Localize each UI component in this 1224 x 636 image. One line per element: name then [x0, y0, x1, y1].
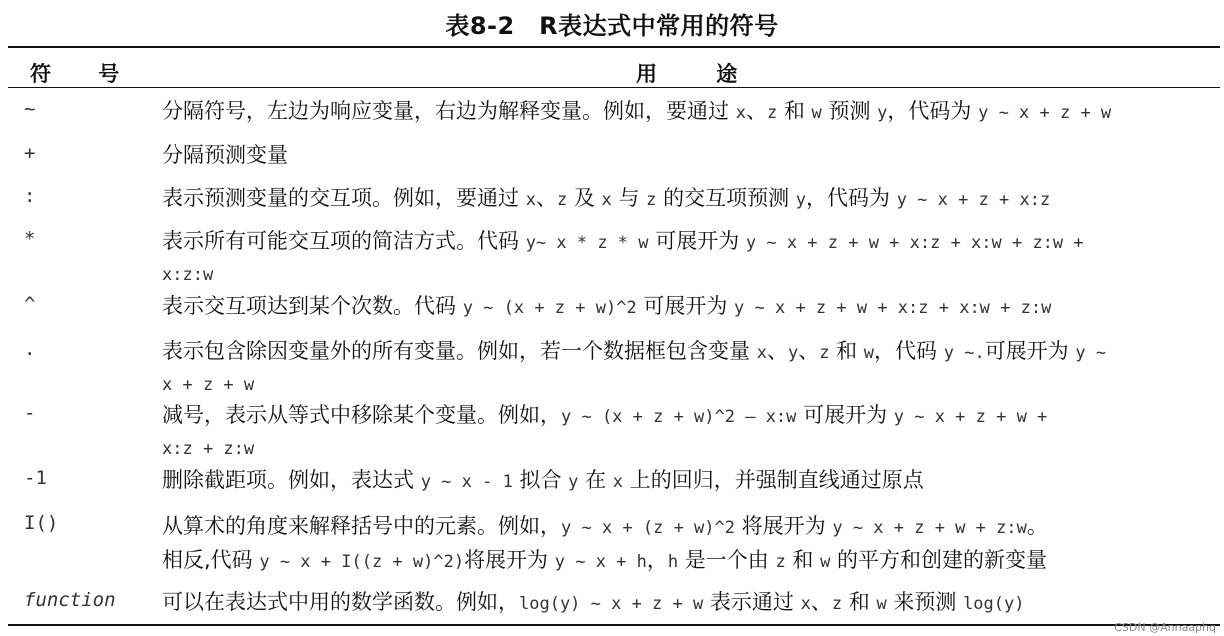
row-symbol: - [24, 402, 36, 424]
row-symbol: -1 [24, 467, 47, 489]
row-symbol: + [24, 142, 36, 164]
row-symbol: : [24, 185, 36, 207]
row-symbol: . [24, 338, 36, 360]
header-symbol: 符 号 [30, 62, 120, 86]
top-rule [8, 46, 1220, 48]
row-symbol: ~ [24, 98, 36, 120]
row-symbol: ^ [24, 293, 36, 315]
row-usage: 可以在表达式中用的数学函数。例如，log(y) ~ x + z + w 表示通过 x、z 和 w 来预测 log(y) [162, 590, 1025, 614]
row-usage: 表示预测变量的交互项。例如，要通过 x、z 及 x 与 z 的交互项预测 y，代码为 y ~ x + z + x:z [162, 186, 1051, 210]
row-usage: 表示交互项达到某个次数。代码 y ~ (x + z + w)^2 可展开为 y ~ x + z + w + x:z + x:w + z:w [162, 294, 1052, 318]
table-title: 表8-2 R表达式中常用的符号 [445, 12, 779, 40]
row-usage: 从算术的角度来解释括号中的元素。例如，y ~ x + (z + w)^2 将展开为 y ~ x + z + w + z:w。 相反,代码 y ~ x + I((z + w)^2)将展开为 y ~ x + h，h 是一个由 z 和 w 的平方和创建的新变量 [162, 514, 1048, 572]
row-usage: 表示包含除因变量外的所有变量。例如，若一个数据框包含变量 x、y、z 和 w，代码 y ~.可展开为 y ~ x + z + w [162, 339, 1107, 395]
row-symbol: * [24, 228, 36, 250]
row-usage: 删除截距项。例如，表达式 y ~ x - 1 拟合 y 在 x 上的回归，并强制直线通过原点 [162, 468, 924, 492]
row-symbol: I() [24, 512, 59, 534]
row-usage: 表示所有可能交互项的简洁方式。代码 y~ x * z * w 可展开为 y ~ x + z + w + x:z + x:w + z:w + x:z:w [162, 229, 1084, 285]
row-usage: 减号，表示从等式中移除某个变量。例如，y ~ (x + z + w)^2 – x:w 可展开为 y ~ x + z + w + x:z + z:w [162, 403, 1048, 459]
row-usage: 分隔符号，左边为响应变量，右边为解释变量。例如，要通过 x、z 和 w 预测 y，代码为 y ~ x + z + w [162, 99, 1112, 123]
bottom-rule [8, 624, 1220, 626]
header-usage: 用 途 [636, 62, 738, 86]
watermark: CSDN @Annaaphq [1114, 621, 1216, 634]
row-usage: 分隔预测变量 [162, 143, 288, 167]
row-symbol: function [24, 589, 116, 611]
header-rule [8, 87, 1220, 88]
